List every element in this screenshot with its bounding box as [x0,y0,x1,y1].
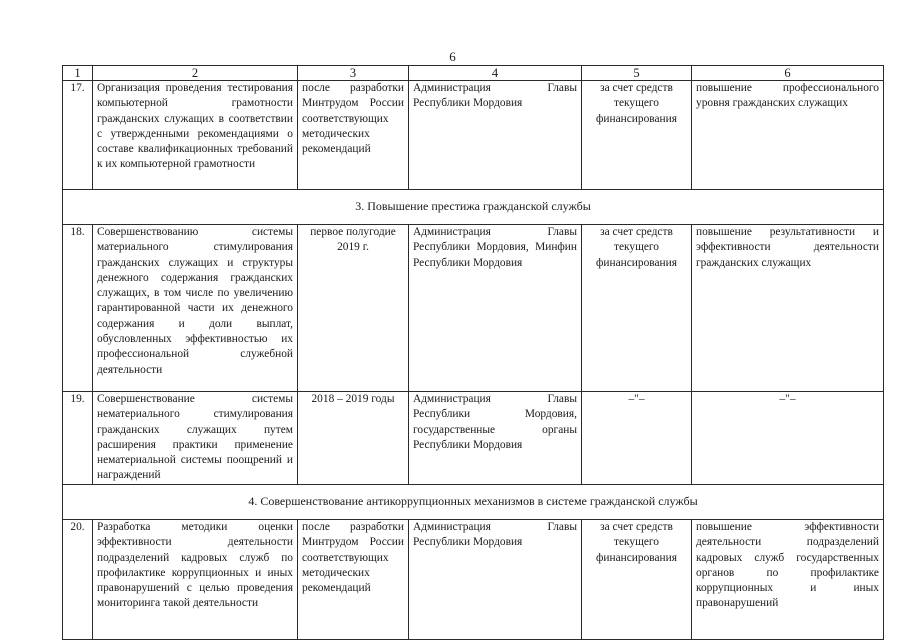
column-header: 6 [692,66,884,81]
result-cell: повышение эффективности деятельности подразделений кадровых служб государственных органов по профилактике коррупционных и иных правонарушений [692,520,884,640]
deadline-cell: первое полугодие 2019 г. [298,225,409,392]
page-number: 6 [449,49,456,64]
column-header: 4 [409,66,582,81]
section-row [63,190,884,225]
funding-cell: –"– [582,392,692,485]
result-cell: повышение результативности и эффективности деятельности гражданских служащих [692,225,884,392]
deadline-cell: после разработки Минтрудом России соответствующих методических рекомендаций [298,520,409,640]
executor-cell: Администрация Главы Республики Мордовия [409,520,582,640]
result-cell: повышение профессионального уровня гражданских служащих [692,81,884,190]
section-title: 3. Повышение престижа гражданской службы [63,190,884,225]
measures-table [62,65,884,640]
funding-cell: за счет средств текущего финансирования [582,225,692,392]
item-number: 18. [63,225,93,392]
table-row [63,81,884,190]
column-header: 1 [63,66,93,81]
funding-cell: за счет средств текущего финансирования [582,81,692,190]
item-number: 19. [63,392,93,485]
executor-cell: Администрация Главы Республики Мордовия, государственные органы Республики Мордовия [409,392,582,485]
deadline-cell: после разработки Минтрудом России соответствующих методических рекомендаций [298,81,409,190]
deadline-cell: 2018 – 2019 годы [298,392,409,485]
item-number: 17. [63,81,93,190]
section-title: 4. Совершенствование антикоррупционных механизмов в системе гражданской службы [63,485,884,520]
table-row [63,520,884,640]
measure-cell: Совершенствованию системы материального стимулирования гражданских служащих и структуры денежного содержания гражданских служащих, в том числе по увеличению гарантированной части их денежного содержания и доли выплат, обусловленных эффективностью их профессиональной служебной деятельности [93,225,298,392]
result-cell: –"– [692,392,884,485]
table-row [63,392,884,485]
executor-cell: Администрация Главы Республики Мордовия [409,81,582,190]
executor-cell: Администрация Главы Республики Мордовия, Минфин Республики Мордовия [409,225,582,392]
measure-cell: Организация проведения тестирования компьютерной грамотности гражданских служащих в соответствии с утвержденными рекомендациями о составе квалификационных требований к их компьютерной грамотности [93,81,298,190]
table-row [63,225,884,392]
column-header: 5 [582,66,692,81]
column-number-row [63,66,884,81]
section-row [63,485,884,520]
item-number: 20. [63,520,93,640]
column-header: 2 [93,66,298,81]
measure-cell: Разработка методики оценки эффективности деятельности подразделений кадровых служб по профилактике коррупционных и иных правонарушений с целью проведения мониторинга такой деятельности [93,520,298,640]
column-header: 3 [298,66,409,81]
funding-cell: за счет средств текущего финансирования [582,520,692,640]
measure-cell: Совершенствование системы нематериального стимулирования гражданских служащих путем расширения практики применение нематериальной системы поощрений и награждений [93,392,298,485]
